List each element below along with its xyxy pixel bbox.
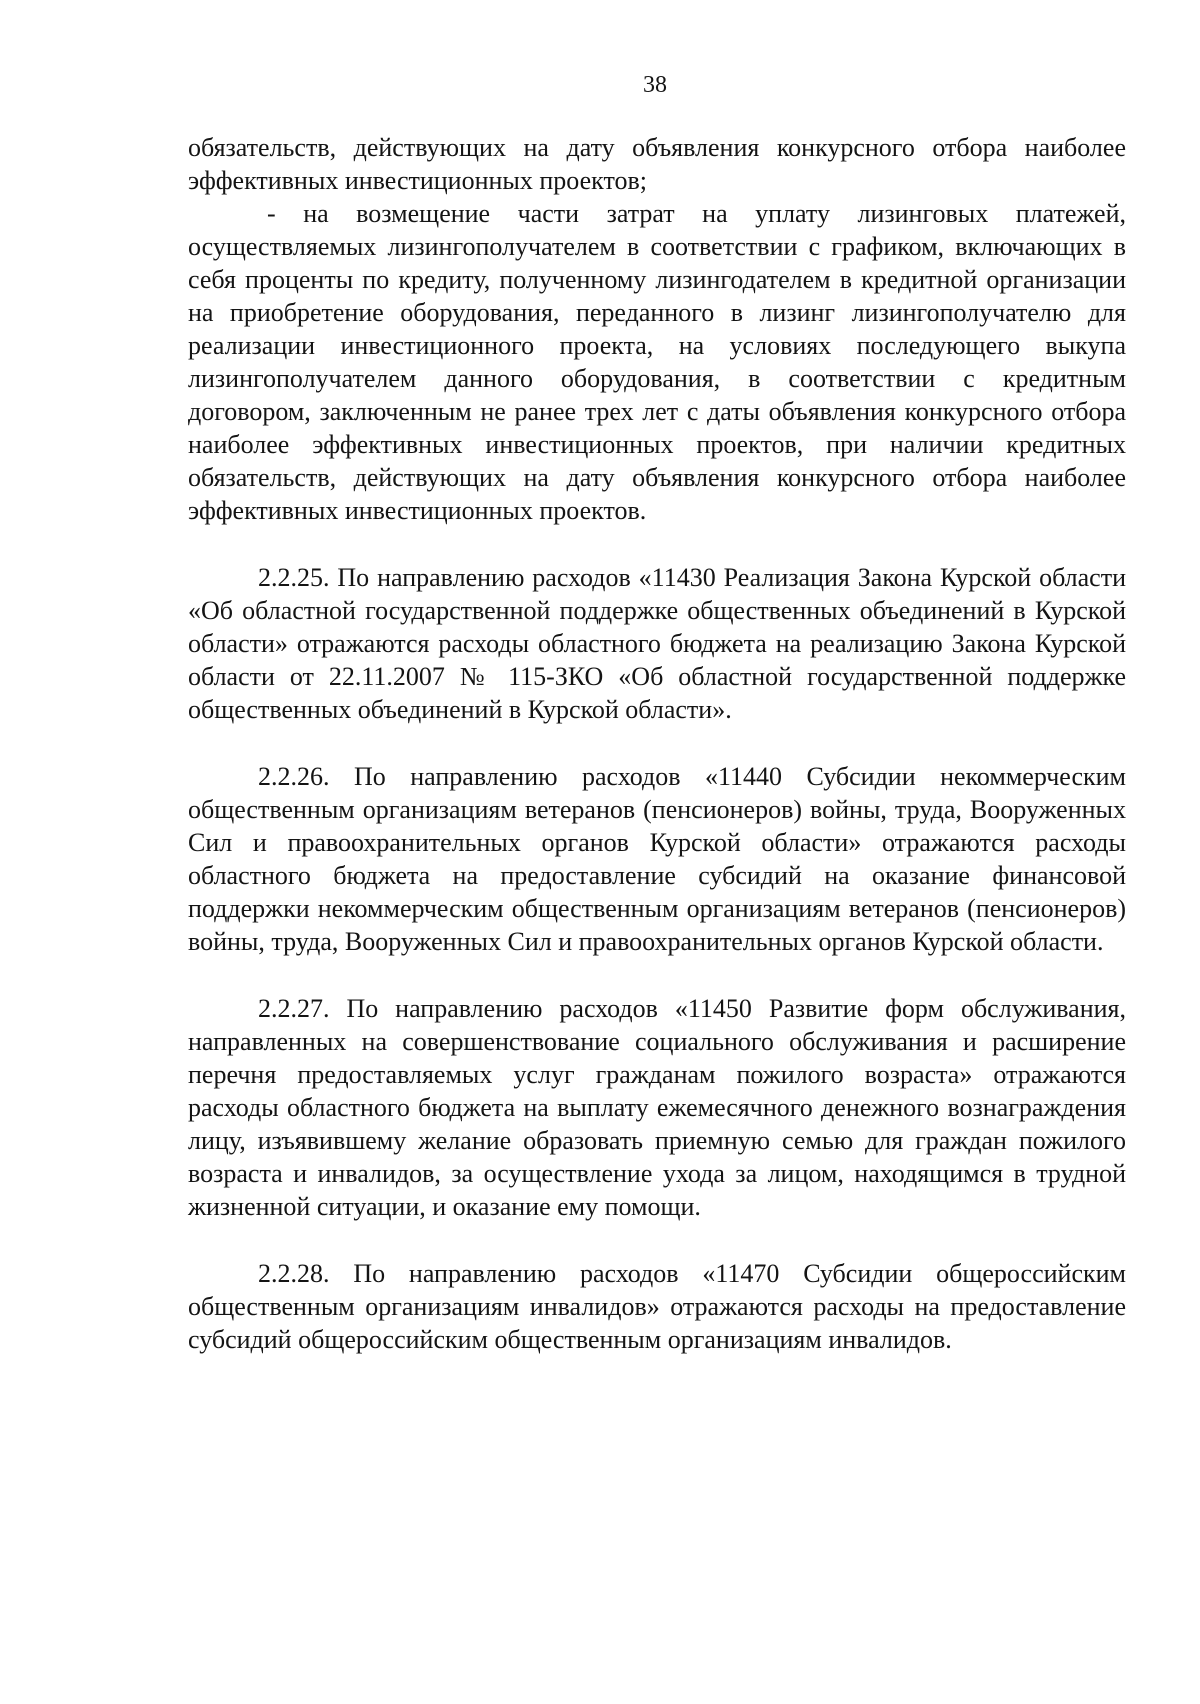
paragraph-continuation: обязательств, действующих на дату объявления конкурсного отбора наиболее эффективных инвестиционных проектов; (188, 133, 1126, 195)
paragraph-2-2-26: 2.2.26. По направлению расходов «11440 Субсидии некоммерческим общественным организациям ветеранов (пенсионеров) войны, труда, Вооруженных Сил и правоохранительных органов Курской области» отражаются расходы областного бюджета на предоставление субсидий на оказание финансовой поддержки некоммерческим общественным организациям ветеранов (пенсионеров) войны, труда, Вооруженных Сил и правоохранительных органов Курской области. (188, 762, 1126, 956)
paragraph-2-2-28: 2.2.28. По направлению расходов «11470 Субсидии общероссийским общественным организациям инвалидов» отражаются расходы на предоставление субсидий общероссийским общественным организациям инвалидов. (188, 1259, 1126, 1354)
paragraph-2-2-25: 2.2.25. По направлению расходов «11430 Реализация Закона Курской области «Об областной государственной поддержке общественных объединений в Курской области» отражаются расходы областного бюджета на реализацию Закона Курской области от 22.11.2007 № 115-ЗКО «Об областной государственной поддержке общественных объединений в Курской области». (188, 563, 1126, 724)
document-body (188, 131, 1126, 1356)
page-number: 38 (643, 72, 667, 98)
paragraph-leasing: - на возмещение части затрат на уплату лизинговых платежей, осуществляемых лизингополучателем в соответствии с графиком, включающих в себя проценты по кредиту, полученному лизингодателем в кредитной организации на приобретение оборудования, переданного в лизинг лизингополучателю для реализации инвестиционного проекта, на условиях последующего выкупа лизингополучателем данного оборудования, в соответствии с кредитным договором, заключенным не ранее трех лет с даты объявления конкурсного отбора наиболее эффективных инвестиционных проектов, при наличии кредитных обязательств, действующих на дату объявления конкурсного отбора наиболее эффективных инвестиционных проектов. (188, 199, 1126, 525)
paragraph-2-2-27: 2.2.27. По направлению расходов «11450 Развитие форм обслуживания, направленных на совершенствование социального обслуживания и расширение перечня предоставляемых услуг гражданам пожилого возраста» отражаются расходы областного бюджета на выплату ежемесячного денежного вознаграждения лицу, изъявившему желание образовать приемную семью для граждан пожилого возраста и инвалидов, за осуществление ухода за лицом, находящимся в трудной жизненной ситуации, и оказание ему помощи. (188, 994, 1126, 1221)
